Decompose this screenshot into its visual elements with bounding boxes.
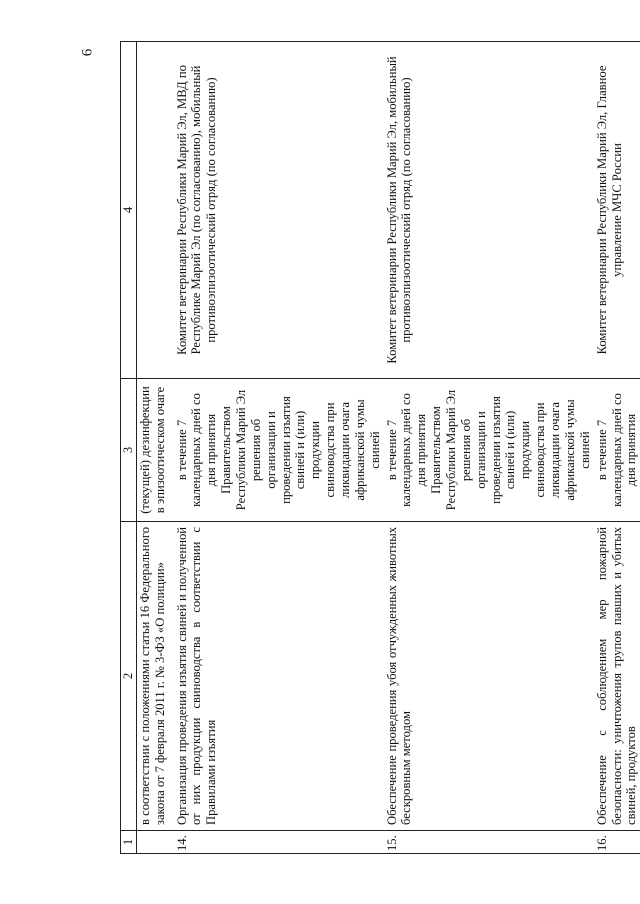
table-row: [384, 42, 594, 854]
row-number: 15.: [384, 831, 594, 854]
table-row: [174, 42, 384, 854]
measure-cell: Обеспечение с соблюдением мер пожарной безопасности: уничтожения трупов павших и убитых свиней, продуктов: [594, 522, 640, 831]
term-cell: в течение 7 календарных дней со дня принятия Правительством Республики Марий Эл решения об организации и проведении изъятия свиней и (или) продукции свиноводства при ликвидации очага африканской чумы свиней: [384, 379, 594, 522]
header-row: [121, 42, 137, 854]
column-header-2: 2: [121, 522, 137, 831]
responsible-cell: Комитет ветеринарии Республики Марий Эл, МВД по Республике Марий Эл (по согласованию), мобильный противоэпизоотический отряд (по согласованию): [174, 42, 384, 379]
row-number: 16.: [594, 831, 640, 854]
table-row: [594, 42, 640, 854]
responsible-cell: [136, 42, 173, 379]
term-cell: в течение 7 календарных дней со дня принятия Правительством Республики Марий Эл решения об организации и проведении изъятия свиней и (или) продукции свиноводства при ликвидации очага африканской чумы свиней: [174, 379, 384, 522]
rotated-table-container: [120, 46, 639, 854]
column-header-4: 4: [121, 42, 137, 379]
term-cell: в течение 7 календарных дней со дня принятия: [594, 379, 640, 522]
term-cell: (текущей) дезинфекции в эпизоотическом очаге: [136, 379, 173, 522]
column-header-1: 1: [121, 831, 137, 854]
table-row-continuation: [136, 42, 173, 854]
page-number: 6: [79, 48, 96, 57]
responsible-cell: Комитет ветеринарии Республики Марий Эл, Главное управление МЧС России: [594, 42, 640, 379]
row-number: 14.: [174, 831, 384, 854]
measure-cell: Обеспечение проведения убоя отчужденных животных бескровным методом: [384, 522, 594, 831]
measure-cell: в соответствии с положениями статьи 16 Федерального закона от 7 февраля 2011 г. № 3-ФЗ «О полиции»: [136, 522, 173, 831]
column-header-3: 3: [121, 379, 137, 522]
measures-table: [120, 41, 640, 854]
measure-cell: Организация проведения изъятия свиней и полученной от них продукции свиноводства в соответствии с Правилами изъятия: [174, 522, 384, 831]
row-number: [136, 831, 173, 854]
responsible-cell: Комитет ветеринарии Республики Марий Эл, мобильный противоэпизоотический отряд (по согласованию): [384, 42, 594, 379]
